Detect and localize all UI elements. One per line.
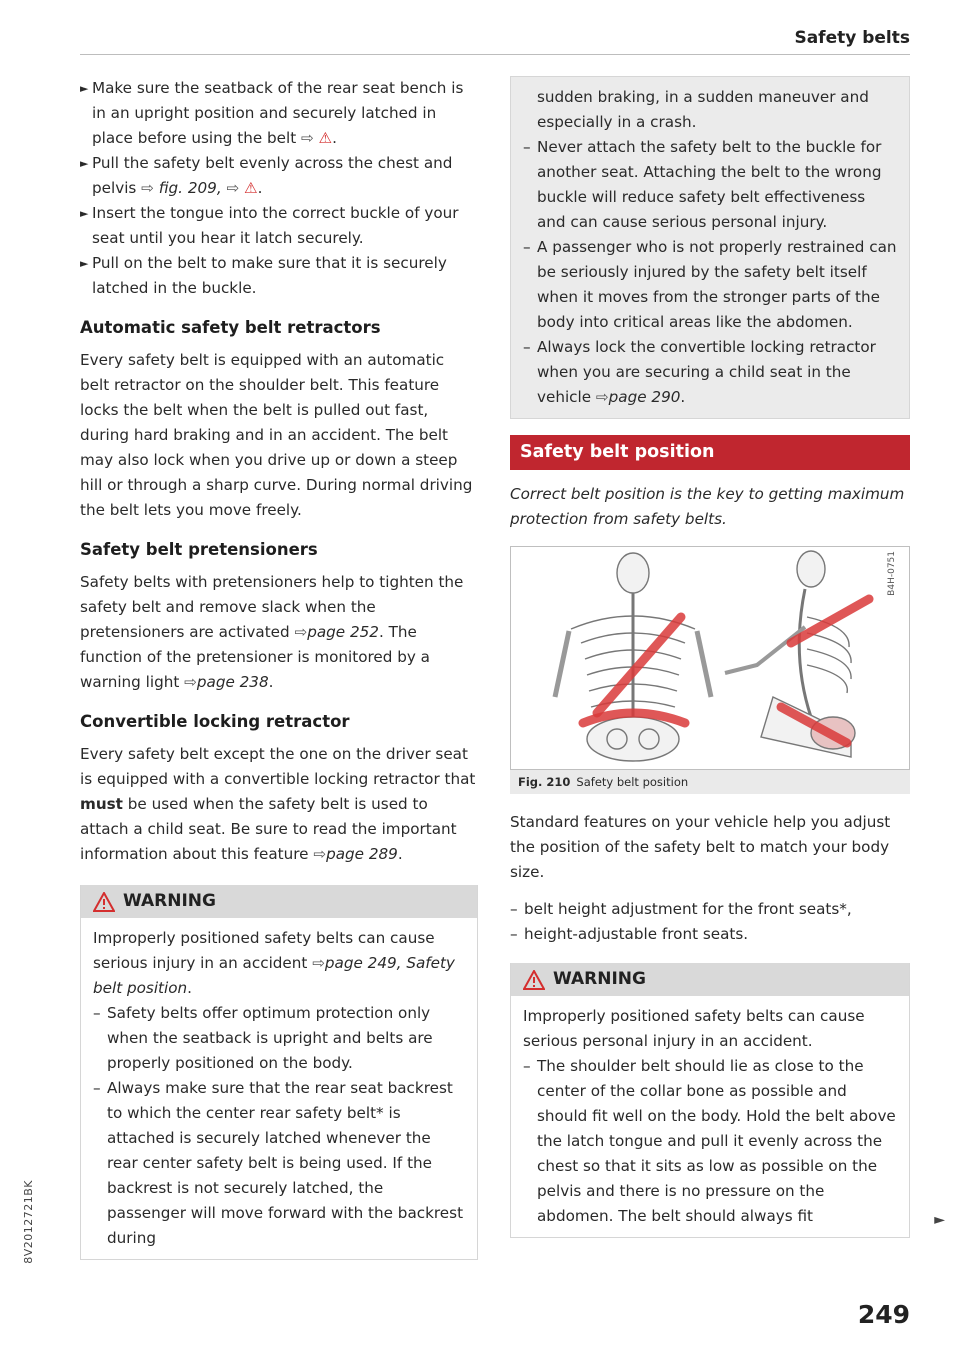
- dash-marker: –: [93, 1004, 101, 1022]
- warning-item: – Always lock the convertible locking retractor when you are securing a child seat in the vehicle ⇨page 290.: [523, 335, 897, 410]
- pretensioners-heading: Safety belt pretensioners: [80, 540, 318, 559]
- warning-lead: sudden braking, in a sudden maneuver and especially in a crash.: [537, 88, 869, 131]
- cross-ref-arrow-icon: ⇨: [312, 954, 325, 972]
- feature-item: – height-adjustable front seats.: [510, 922, 910, 947]
- warning-item: – The shoulder belt should lie as close to the center of the collar bone as possible and should fit well on the body. Hold the belt above the latch tongue and pull it evenly across the chest so that it sits as low as possible on the pelvis and there is no pressure on the abdomen. The belt should always fit: [523, 1054, 897, 1229]
- warning-triangle-icon: [523, 970, 545, 990]
- figure-number: Fig. 210: [518, 775, 571, 789]
- section-intro: Correct belt position is the key to getting maximum protection from safety belts.: [510, 485, 905, 528]
- cross-ref-arrow-icon: ⇨: [300, 129, 314, 147]
- figure-ref-link[interactable]: fig. 209,: [158, 179, 222, 197]
- page-ref-link[interactable]: page 290: [608, 388, 681, 406]
- warning-header: [81, 885, 477, 918]
- warning-item: – Safety belts offer optimum protection only when the seatback is upright and belts are properly positioned on the body.: [93, 1001, 465, 1076]
- page-number: 249: [857, 1300, 910, 1329]
- retractors-body: Every safety belt is equipped with an automatic belt retractor on the shoulder belt. This feature locks the belt when the belt is pulled out fast, during hard braking and in an accident. The belt may also lock when you drive up or down a steep hill or through a sharp curve. During normal driving the belt lets you move freely.: [80, 351, 473, 519]
- feature-item: – belt height adjustment for the front seats*,: [510, 897, 910, 922]
- cross-ref-arrow-icon: ⇨: [226, 179, 240, 197]
- dash-marker: –: [523, 1057, 531, 1075]
- document-side-code: 8V2012721BK: [22, 1180, 35, 1264]
- bullet-text: Pull on the belt to make sure that it is securely latched in the buckle.: [92, 254, 447, 297]
- figure-caption: [510, 770, 910, 794]
- front-skeleton-drawing: [555, 553, 711, 761]
- bullet-marker: ►: [80, 157, 89, 170]
- bullet-item: [80, 201, 478, 251]
- warning-header: [511, 963, 909, 996]
- dash-marker: –: [523, 138, 531, 156]
- retractors-heading: Automatic safety belt retractors: [80, 318, 381, 337]
- bullet-text: Pull the safety belt evenly across the chest and pelvis: [92, 154, 453, 197]
- warning-triangle-icon: ⚠: [244, 179, 258, 197]
- cross-ref-arrow-icon: ⇨: [313, 845, 327, 863]
- warning-triangle-icon: ⚠: [318, 129, 333, 147]
- header-rule: [80, 54, 910, 55]
- position-body: Standard features on your vehicle help you adjust the position of the safety belt to match your body size.: [510, 813, 891, 881]
- bullet-item: ► Make sure the seatback of the rear seat bench is in an upright position and securely latched in place before using the belt ⇨ ⚠.: [80, 76, 478, 151]
- page-ref-link[interactable]: page 289: [326, 845, 398, 863]
- warning-label: WARNING: [553, 969, 646, 989]
- cross-ref-arrow-icon: ⇨: [141, 179, 154, 197]
- figure-safety-belt-position: [510, 546, 910, 770]
- section-title-bar: Safety belt position: [510, 435, 910, 470]
- warning-box: [80, 885, 478, 1260]
- warning-item: – Never attach the safety belt to the buckle for another seat. Attaching the belt to the wrong buckle will reduce safety belt effectiveness and can cause serious personal injury.: [523, 135, 897, 235]
- cross-ref-arrow-icon: ⇨: [294, 623, 308, 641]
- bullet-text: Insert the tongue into the correct buckle of your seat until you hear it latch securely.: [92, 204, 459, 247]
- bullet-marker: ►: [80, 82, 89, 95]
- bullet-item: ► Pull the safety belt evenly across the chest and pelvis ⇨ fig. 209, ⇨ ⚠.: [80, 151, 478, 201]
- side-skeleton-drawing: [725, 551, 855, 757]
- emphasis-must: must: [80, 795, 123, 813]
- warning-intro: Improperly positioned safety belts can cause serious injury in an accident ⇨page 249, Safety belt position.: [93, 929, 455, 997]
- warning-intro: Improperly positioned safety belts can cause serious personal injury in an accident.: [523, 1007, 865, 1050]
- warning-box: [510, 963, 945, 1238]
- page-ref-link[interactable]: page 249, Safety belt position: [93, 954, 455, 997]
- running-header: [80, 28, 910, 52]
- skeleton-belt-illustration: [511, 547, 909, 767]
- page-ref-link[interactable]: page 238: [196, 673, 269, 691]
- bullet-marker: ►: [80, 207, 89, 220]
- convertible-heading: Convertible locking retractor: [80, 712, 350, 731]
- dash-marker: –: [523, 238, 531, 256]
- bullet-text: Make sure the seatback of the rear seat bench is in an upright position and securely latched in place before using the belt: [92, 79, 464, 147]
- warning-item: – Always make sure that the rear seat backrest to which the center rear safety belt* is attached is securely latched whenever the rear center safety belt is being used. If the backrest is not securely latched, the passenger will move forward with the backrest during: [93, 1076, 465, 1251]
- figure-code: B4H-0751: [887, 551, 897, 596]
- warning-continuation-box: [510, 76, 910, 419]
- warning-label: WARNING: [123, 891, 216, 911]
- page-ref-link[interactable]: page 252: [307, 623, 379, 641]
- bullet-marker: ►: [80, 257, 89, 270]
- pretensioners-body: Safety belts with pretensioners help to tighten the safety belt and remove slack when the pretensioners are activated ⇨page 252. The function of the pretensioner is monitored by a warning light ⇨page 238.: [80, 573, 464, 691]
- left-column: [80, 76, 478, 1260]
- dash-marker: –: [510, 900, 518, 918]
- warning-body: [81, 918, 477, 1259]
- continued-arrow-icon: ►: [934, 1212, 945, 1228]
- figure-caption-text: Safety belt position: [576, 775, 689, 789]
- header-title: Safety belts: [794, 28, 910, 48]
- warning-body: [511, 996, 909, 1237]
- convertible-body: Every safety belt except the one on the driver seat is equipped with a convertible locking retractor that must be used when the safety belt is used to attach a child seat. Be sure to read the important information about this feature ⇨page 289.: [80, 745, 476, 863]
- cross-ref-arrow-icon: ⇨: [184, 673, 197, 691]
- right-column: [510, 76, 945, 1238]
- warning-item: – A passenger who is not properly restrained can be seriously injured by the safety belt itself when it moves from the stronger parts of the body into critical areas like the abdomen.: [523, 235, 897, 335]
- warning-body: [511, 77, 909, 418]
- dash-marker: –: [510, 925, 518, 943]
- warning-triangle-icon: [93, 892, 115, 912]
- cross-ref-arrow-icon: ⇨: [595, 388, 609, 406]
- bullet-item: [80, 251, 478, 301]
- dash-marker: –: [523, 338, 531, 356]
- dash-marker: –: [93, 1079, 101, 1097]
